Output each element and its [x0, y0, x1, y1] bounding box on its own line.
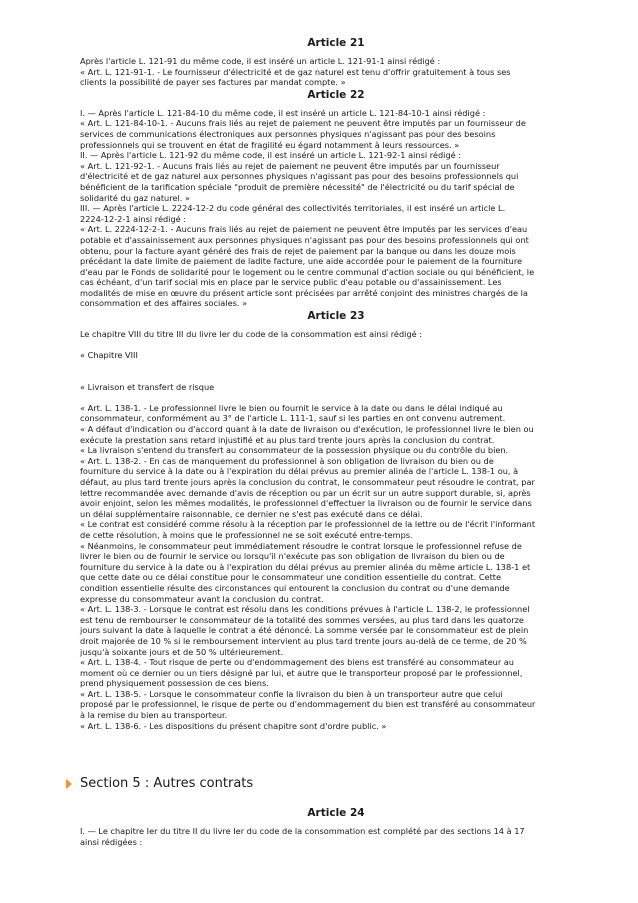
- text-line: droit majorée de 10 % si le remboursement intervient au plus tard trente jours au-delà de ce terme, de 20 %: [80, 635, 527, 646]
- text-line: à la remise du bien au transporteur.: [80, 710, 228, 721]
- text-line: I. — Après l'article L. 121-84-10 du même code, il est inséré un article L. 121-84-10-1 ainsi rédigé :: [80, 107, 486, 118]
- text-line: « Néanmoins, le consommateur peut immédiatement résoudre le contrat lorsque le professionnel refuse de: [80, 540, 522, 551]
- text-line: clients la possibilité de payer ses factures par mandat compte. »: [80, 77, 346, 88]
- document-body: [80, 36, 592, 731]
- text-line: « Art. L. 2224-12-2-1. - Aucuns frais liés au rejet de paiement ne peuvent être imputés par les services d'eau: [80, 224, 528, 235]
- text-line: de cette résolution, à moins que le professionnel ne se soit exécuté entre-temps.: [80, 529, 413, 540]
- text-line: « La livraison s'entend du transfert au consommateur de la possession physique ou du contrôle du bien.: [80, 445, 509, 456]
- text-line: jours suivant la date à laquelle le contrat a été dénoncé. La somme versée par le consommateur est de plein: [80, 625, 529, 636]
- article-21-title: Article 21: [307, 37, 365, 49]
- text-line: II. — Après l'article L. 121-92 du même code, il est inséré un article L. 121-92-1 ainsi rédigé :: [80, 150, 462, 161]
- text-line: est tenu de rembourser le consommateur de la totalité des sommes versées, au plus tard dans les quatorze: [80, 614, 524, 625]
- text-line: défaut, au plus tard trente jours après la conclusion du contrat, le consommateur peut résoudre le contrat, par: [80, 477, 535, 487]
- text-line: cas échéant, d'un tarif social mis en place par le service public d'eau potable ou d'assainissement. Les: [80, 277, 502, 288]
- article-22-text: [80, 108, 592, 309]
- article-21-text: [80, 56, 592, 88]
- text-line: « Art. L. 138-5. - Lorsque le consommateur confie la livraison du bien à un transporteur autre que celui: [80, 688, 503, 699]
- text-line: « Le contrat est considéré comme résolu à la réception par le professionnel de la lettre ou de l'écrit l'informant: [80, 519, 536, 530]
- section-5-toggle[interactable]: [66, 776, 586, 791]
- text-line: consommation et des affaires sociales. »: [80, 298, 248, 309]
- text-line: que cette date ou ce délai constitue pour le consommateur une condition essentielle du contrat. Cette: [80, 572, 502, 583]
- text-line: fourniture du service à la date ou à l'expiration du délai prévus au premier alinéa du même article L. 138-1 et: [80, 561, 531, 572]
- text-line: livrer le bien ou de fournir le service ou lorsqu'il n'exécute pas son obligation de livraison du bien ou de: [80, 551, 505, 562]
- chapter-subheading: « Livraison et transfert de risque: [80, 382, 215, 393]
- article-23-title: Article 23: [307, 310, 365, 323]
- chapter-heading: « Chapitre VIII: [80, 349, 138, 360]
- text-line: « Art. L. 138-1. - Le professionnel livre le bien ou fournit le service à la date ou dans le délai indiqué au: [80, 402, 503, 413]
- text-line: prend physiquement possession de ces biens.: [80, 678, 269, 689]
- text-line: fourniture du service à la date ou à l'expiration du délai prévus au premier alinéa de l'article L. 138-1 ou, à: [80, 466, 519, 477]
- section-5-label: Section 5 : Autres contrats: [80, 776, 254, 791]
- text-line: 2224-12-2-1 ainsi rédigé :: [80, 213, 187, 224]
- text-line: moment où ce dernier ou un tiers désigné par lui, et autre que le transporteur proposé par le professionnel,: [80, 667, 523, 678]
- text-line: jusqu'à soixante jours et de 50 % ultérieurement.: [80, 646, 284, 657]
- article-23-intro: Le chapitre VIII du titre III du livre Ier du code de la consommation est ainsi rédigé :: [80, 329, 423, 340]
- expand-arrow-icon[interactable]: [66, 779, 72, 789]
- text-line: avoir enjoint, selon les mêmes modalités, le professionnel d'effectuer la livraison ou de fournir le service dans: [80, 498, 532, 509]
- text-line: obtenu, pour la facture ayant généré des frais de rejet de paiement par la banque ou dans les douze mois: [80, 245, 516, 256]
- text-line: consommateur, conformément au 3° de l'article L. 111-1, sauf si les parties en ont convenu autrement.: [80, 413, 506, 424]
- text-line: III. — Après l'article L. 2224-12-2 du code général des collectivités territoriales, il est inséré un article L.: [80, 203, 506, 214]
- text-line: « Art. L. 138-6. - Les dispositions du présent chapitre sont d'ordre public. »: [80, 720, 387, 731]
- article-22-title: Article 22: [307, 88, 365, 101]
- text-line: services de communications électroniques aux personnes physiques n'agissant pas pour des besoins: [80, 128, 496, 139]
- text-line: « Art. L. 138-4. - Tout risque de perte ou d'endommagement des biens est transféré au consommateur au: [80, 657, 514, 668]
- article-24-title: Article 24: [307, 807, 365, 819]
- text-line: un délai supplémentaire raisonnable, ce dernier ne s'est pas exécuté dans ce délai.: [80, 508, 423, 519]
- text-line: proposé par le professionnel, le risque de perte ou d'endommagement du bien est transféré au consommateur: [80, 699, 536, 710]
- article-23-text: [80, 403, 592, 731]
- text-line: « Art. L. 138-2. - En cas de manquement du professionnel à son obligation de livraison du bien ou de: [80, 455, 494, 466]
- text-line: ainsi rédigées :: [80, 836, 143, 847]
- text-line: modalités de mise en œuvre du présent article sont précisées par arrêté conjoint des ministres chargés de la: [80, 287, 528, 298]
- text-line: « A défaut d'indication ou d'accord quant à la date de livraison ou d'exécution, le professionnel livre le bien ou: [80, 424, 534, 435]
- text-line: expresse du consommateur avant la conclusion du contrat.: [80, 593, 324, 604]
- text-line: condition essentielle résulte des circonstances qui entourent la conclusion du contrat ou d'une demande: [80, 582, 510, 593]
- text-line: I. — Le chapitre Ier du titre II du livre Ier du code de la consommation est complété par des sections 14 à 17: [80, 826, 525, 836]
- text-line: « Art. L. 121-91-1. - Le fournisseur d'électricité et de gaz naturel est tenu d'offrir gratuitement à tous ses: [80, 66, 511, 77]
- text-line: précédant la date limite de paiement de ladite facture, une aide accordée pour le paiement de la fourniture: [80, 256, 523, 267]
- text-line: Après l'article L. 121-91 du même code, il est inséré un article L. 121-91-1 ainsi rédigé :: [80, 56, 441, 66]
- text-line: professionnels qui se trouvent en état de fragilité eu égard notamment à leurs ressources. »: [80, 139, 460, 150]
- text-line: lettre recommandée avec demande d'avis de réception ou par un écrit sur un autre support durable, si, après: [80, 487, 531, 498]
- text-line: « Art. L. 121-84-10-1. - Aucuns frais liés au rejet de paiement ne peuvent être imputés par un fournisseur de: [80, 118, 526, 129]
- text-line: potable et d'assainissement aux personnes physiques n'agissant pas pour des besoins professionnels qui ont: [80, 234, 529, 245]
- text-line: bénéficient de la tarification spéciale "produit de première nécessité" de l'électricité ou du tarif spécial de: [80, 181, 515, 192]
- article-24-block: [80, 806, 592, 847]
- text-line: d'électricité et de gaz naturel aux personnes physiques n'agissant pas pour des besoins professionnels qui: [80, 171, 519, 182]
- text-line: solidarité du gaz naturel. »: [80, 192, 190, 203]
- text-line: exécute la prestation sans retard injustifié et au plus tard trente jours après la conclusion du contrat.: [80, 434, 495, 445]
- text-line: « Art. L. 121-92-1. - Aucuns frais liés au rejet de paiement ne peuvent être imputés par un fournisseur: [80, 160, 500, 171]
- text-line: « Art. L. 138-3. - Lorsque le contrat est résolu dans les conditions prévues à l'article L. 138-2, le professionnel: [80, 604, 530, 615]
- text-line: d'eau par le Fonds de solidarité pour le logement ou le centre communal d'action sociale ou qui bénéficient, le: [80, 266, 535, 277]
